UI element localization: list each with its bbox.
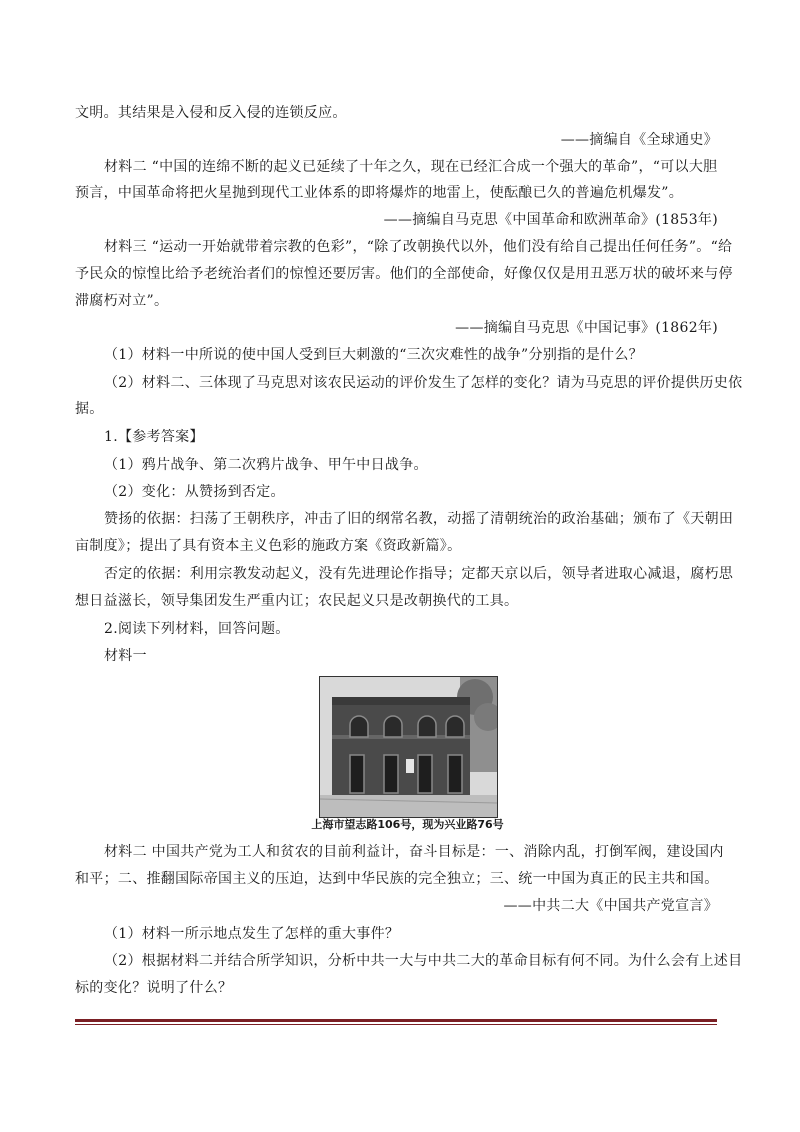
text-line: 亩制度》；提出了具有资本主义色彩的施政方案《资政新篇》。 [75, 538, 462, 554]
question-item: （2）根据材料二并结合所学知识，分析中共一大与中共二大的革命目标有何不同。为什么会有上述目 [104, 953, 743, 969]
text-line: 滞腐朽对立”。 [75, 293, 169, 309]
text-line: 标的变化？说明了什么？ [75, 980, 233, 996]
text-line: 想日益滋长，领导集团发生严重内讧；农民起义只是改朝换代的工具。 [75, 593, 519, 609]
material-paragraph: 材料二 中国共产党为工人和贫农的目前利益计，奋斗目标是：一、消除内乱，打倒军阀，建设国内 [104, 844, 724, 860]
answer-item: （2）变化：从赞扬到否定。 [104, 484, 285, 500]
photo-caption: 上海市望志路106号，现为兴业路76号 [311, 818, 504, 831]
source-citation: ——摘编自马克思《中国记事》(1862年) [455, 320, 718, 336]
source-citation: ——中共二大《中国共产党宣言》 [503, 898, 718, 914]
material-paragraph: 材料三 “运动一开始就带着宗教的色彩”，“除了改朝换代以外，他们没有给自己提出任何任务”。“给 [104, 239, 733, 255]
text-line: 预言，中国革命将把火星抛到现代工业体系的即将爆炸的地雷上，使酝酿已久的普遍危机爆发”。 [75, 185, 684, 201]
text-line: 文明。其结果是入侵和反入侵的连锁反应。 [75, 105, 347, 121]
material-label: 材料一 [104, 648, 147, 664]
answer-item: （1）鸦片战争、第二次鸦片战争、甲午中日战争。 [104, 457, 428, 473]
footer-rule [75, 1019, 717, 1022]
source-citation: ——摘编自《全球通史》 [560, 132, 718, 148]
footer-rule-thin [75, 1024, 717, 1025]
question-item: （1）材料一所示地点发生了怎样的重大事件？ [104, 926, 400, 942]
text-line: 予民众的惊惶比给予老统治者们的惊惶还要厉害。他们的全部使命，好像仅仅是用丑恶万状的破坏来与停 [75, 266, 733, 282]
building-photo [319, 676, 498, 818]
question-heading: 2.阅读下列材料，回答问题。 [104, 621, 290, 637]
question-item: （1）材料一中所说的使中国人受到巨大刺激的“三次灾难性的战争”分别指的是什么？ [104, 347, 643, 363]
text-line: 据。 [75, 401, 104, 417]
answer-paragraph: 否定的依据：利用宗教发动起义，没有先进理论作指导；定都天京以后，领导者进取心减退，腐朽思 [104, 566, 734, 582]
text-line: 和平；二、推翻国际帝国主义的压迫，达到中华民族的完全独立；三、统一中国为真正的民主共和国。 [75, 871, 719, 887]
building-illustration [320, 677, 497, 817]
source-citation: ——摘编自马克思《中国革命和欧洲革命》(1853年) [383, 212, 718, 228]
answer-heading: 1.【参考答案】 [104, 429, 204, 445]
answer-paragraph: 赞扬的依据：扫荡了王朝秩序，冲击了旧的纲常名教，动摇了清朝统治的政治基础；颁布了《天朝田 [104, 511, 734, 527]
question-item: （2）材料二、三体现了马克思对该农民运动的评价发生了怎样的变化？请为马克思的评价提供历史依 [104, 375, 743, 391]
material-paragraph: 材料二 “中国的连绵不断的起义已延续了十年之久，现在已经汇合成一个强大的革命”，“可以大胆 [104, 159, 718, 175]
